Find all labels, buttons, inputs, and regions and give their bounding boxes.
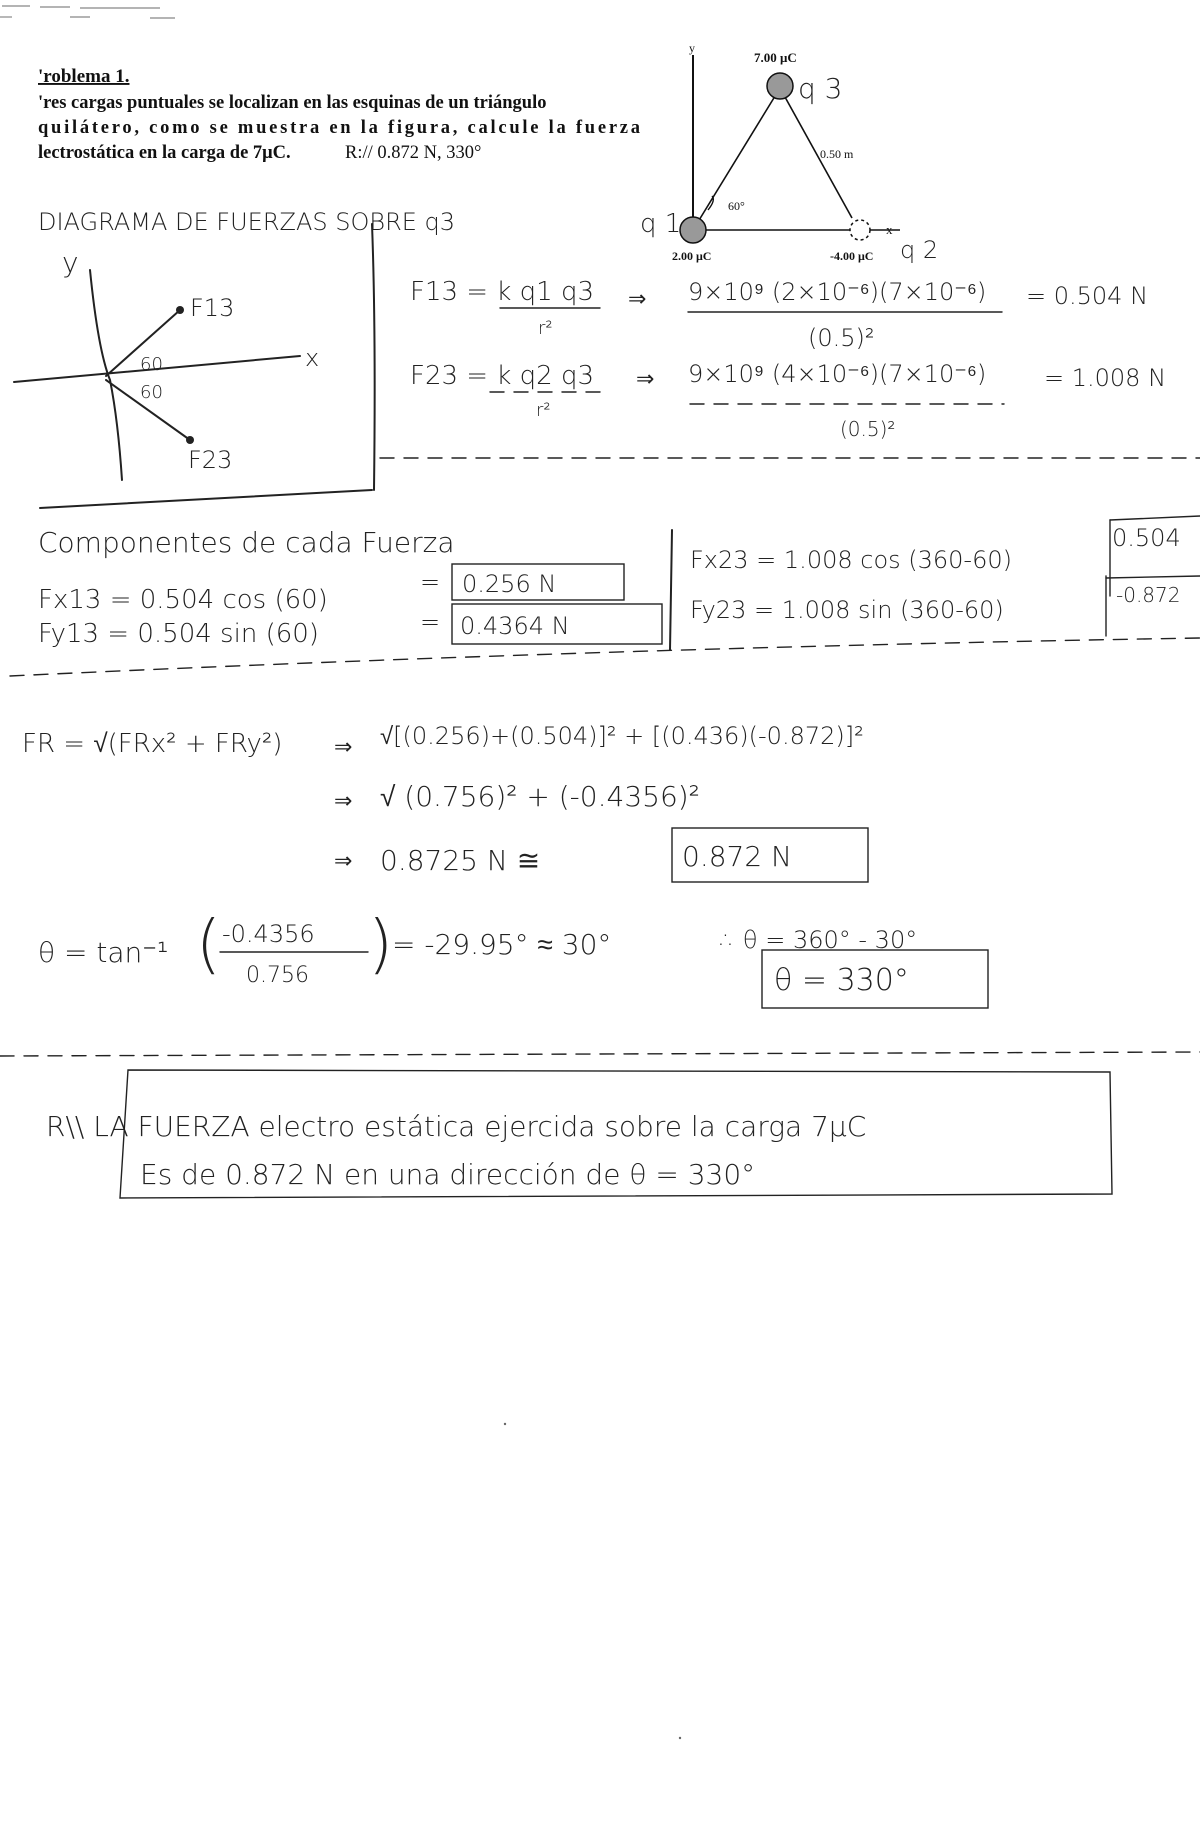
f13-label: F13 <box>190 294 235 322</box>
diagram-box-bottom <box>40 490 372 508</box>
components-separator <box>670 530 672 650</box>
fy13-equation: Fy13 = 0.504 sin (60) <box>38 619 319 649</box>
problem-statement-line-1: 'res cargas puntuales se localizan en las esquinas de un triángulo <box>38 93 547 113</box>
figure-y-label: y <box>689 41 695 55</box>
stray-mark-1 <box>504 1423 506 1425</box>
triangle-figure <box>640 41 938 264</box>
force-diagram-heading: DIAGRAMA DE FUERZAS SOBRE q3 <box>38 208 456 236</box>
angle-therefore: ∴ θ = 360° - 30° <box>720 926 918 954</box>
f13-substitution: 9×10⁹ (2×10⁻⁶)(7×10⁻⁶) <box>688 278 987 306</box>
f13-formula-den: r² <box>538 318 553 339</box>
f13-formula: F13 = k q1 q3 <box>410 277 595 307</box>
figure-x-label: x <box>886 222 893 237</box>
f23-formula: F23 = k q2 q3 <box>410 361 595 391</box>
q2-charge-label: -4.00 μC <box>830 249 874 263</box>
resultant-arrow-1: ⇒ <box>334 735 353 760</box>
fx23-box-top <box>1110 516 1200 520</box>
diagram-y-label: y <box>62 246 79 279</box>
charge-q3-marker <box>767 73 793 99</box>
resultant-section <box>22 722 868 882</box>
problem-answer: R:// 0.872 N, 330° <box>345 143 482 163</box>
f13-arrowhead <box>176 306 184 314</box>
force-equations <box>410 277 1166 441</box>
angle-numerator: -0.4356 <box>222 920 315 948</box>
angle-paren-open: ( <box>196 908 221 982</box>
angle-paren-close: ) <box>368 908 393 982</box>
resultant-formula: FR = √(FRx² + FRy²) <box>22 729 283 759</box>
resultant-value: 0.872 N <box>682 840 793 873</box>
side-length-label: 0.50 m <box>820 147 854 161</box>
fx23-equation: Fx23 = 1.008 cos (360-60) <box>690 546 1012 574</box>
force-diagram <box>14 224 375 508</box>
f23-arrowhead <box>186 436 194 444</box>
f23-substitution-den: (0.5)² <box>840 417 896 441</box>
diagram-box-right <box>372 224 375 490</box>
resultant-arrow-3: ⇒ <box>334 849 353 874</box>
resultant-step-2: √ (0.756)² + (-0.4356)² <box>380 780 700 813</box>
q1-charge-label: 2.00 μC <box>672 249 712 263</box>
conclusion-line-2: Es de 0.872 N en una dirección de θ = 330° <box>140 1158 756 1191</box>
problem-statement-line-2: quilátero, como se muestra en la figura, calcule la fuerza <box>38 118 640 138</box>
fx23-value: 0.504 <box>1112 524 1181 552</box>
conclusion-line-1: R\\ LA FUERZA electro estática ejercida sobre la carga 7μC <box>46 1110 867 1143</box>
f13-substitution-den: (0.5)² <box>808 324 875 352</box>
fx13-value: 0.256 N <box>462 570 557 598</box>
f23-label: F23 <box>188 446 233 474</box>
resultant-step-3: 0.8725 N ≅ <box>380 844 541 877</box>
angle-upper-label: 60 <box>140 354 163 375</box>
problem-statement-line-3: lectrostática en la carga de 7μC. <box>38 143 291 163</box>
f13-result: = 0.504 N <box>1026 282 1149 310</box>
f23-substitution: 9×10⁹ (4×10⁻⁶)(7×10⁻⁶) <box>688 360 987 388</box>
fy23-value: -0.872 <box>1116 583 1181 607</box>
conclusion-section <box>46 1070 1112 1198</box>
angle-label: 60° <box>728 199 745 213</box>
angle-value: θ = 330° <box>774 963 909 998</box>
q1-label: q 1 <box>640 209 682 239</box>
q3-charge-label: 7.00 μC <box>754 50 797 65</box>
angle-lower-label: 60 <box>140 382 163 403</box>
arrow-2: ⇒ <box>636 367 655 392</box>
fy23-equation: Fy23 = 1.008 sin (360-60) <box>690 596 1004 624</box>
f23-result: = 1.008 N <box>1044 364 1167 392</box>
fx13-equation: Fx13 = 0.504 cos (60) <box>38 585 328 615</box>
fy23-box-top <box>1106 576 1200 578</box>
stray-mark-2 <box>679 1737 681 1739</box>
q3-label: q 3 <box>798 72 843 105</box>
fy13-equals: = <box>420 608 441 636</box>
angle-denominator: 0.756 <box>246 963 309 988</box>
angle-formula: θ = tan⁻¹ <box>38 936 169 969</box>
angle-result-approx: = -29.95° ≈ 30° <box>392 928 612 961</box>
fx13-equals: = <box>420 568 441 596</box>
f23-formula-den: r² <box>536 400 551 421</box>
fy13-value: 0.4364 N <box>460 612 570 640</box>
charge-q2-marker <box>850 220 870 240</box>
components-heading: Componentes de cada Fuerza <box>38 526 455 559</box>
resultant-arrow-2: ⇒ <box>334 789 353 814</box>
charge-q1-marker <box>680 217 706 243</box>
diagram-x-label: x <box>305 344 320 372</box>
angle-section <box>38 908 988 1008</box>
resultant-step-1: √[(0.256)+(0.504)]² + [(0.436)(-0.872)]² <box>380 722 864 750</box>
divider-3 <box>0 1052 1200 1056</box>
q2-label: q 2 <box>900 236 939 264</box>
components-section <box>38 516 1200 650</box>
scan-artifacts <box>0 6 175 18</box>
problem-title: 'roblema 1. <box>38 66 130 87</box>
arrow-1: ⇒ <box>628 287 647 312</box>
